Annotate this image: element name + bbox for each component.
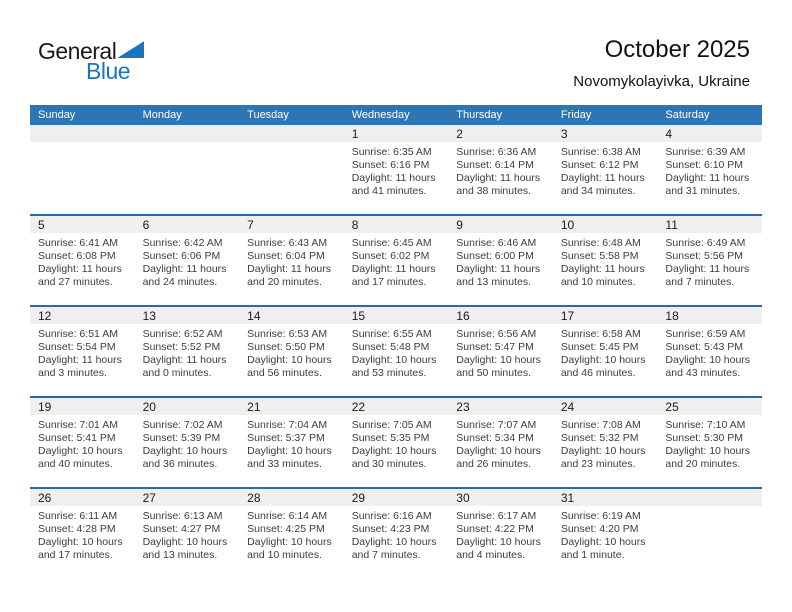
day-number: 18 [657, 307, 762, 324]
day-number: 31 [553, 489, 658, 506]
day-details [553, 142, 658, 214]
sunrise-text: Sunrise: 7:02 AM [142, 419, 223, 431]
sunrise-text: Sunrise: 6:35 AM [351, 146, 432, 158]
sunrise-text: Sunrise: 6:38 AM [560, 146, 641, 158]
day-details [344, 324, 449, 396]
sunrise-text: Sunrise: 6:17 AM [456, 510, 537, 522]
day-details [657, 142, 762, 214]
sunrise-text: Sunrise: 6:13 AM [142, 510, 223, 522]
day-number: 11 [657, 216, 762, 233]
sunset-text: Sunset: 5:58 PM [560, 250, 639, 262]
day-cell [657, 216, 762, 305]
day-details [239, 506, 344, 578]
day-cell [553, 125, 658, 214]
day-number: 14 [239, 307, 344, 324]
day-cell [344, 489, 449, 578]
sunset-text: Sunset: 4:23 PM [351, 523, 430, 535]
sunrise-text: Sunrise: 7:04 AM [247, 419, 328, 431]
day-cell [30, 489, 135, 578]
day-number [239, 125, 344, 142]
day-number [135, 125, 240, 142]
day-number: 12 [30, 307, 135, 324]
weekday-thursday: Thursday [456, 109, 503, 121]
daylight-text: Daylight: 11 hours and 31 minutes. [665, 172, 750, 197]
day-cell [344, 398, 449, 487]
day-number: 28 [239, 489, 344, 506]
day-details [448, 142, 553, 214]
day-details [239, 415, 344, 487]
day-number: 30 [448, 489, 553, 506]
day-cell [657, 307, 762, 396]
day-cell-empty [657, 489, 762, 578]
day-details [657, 415, 762, 487]
daylight-text: Daylight: 10 hours and 33 minutes. [247, 445, 332, 470]
calendar [30, 105, 762, 578]
daylight-text: Daylight: 10 hours and 36 minutes. [142, 445, 228, 470]
sunset-text: Sunset: 6:00 PM [456, 250, 534, 262]
day-details [239, 324, 344, 396]
day-details [239, 233, 344, 305]
day-cell [239, 398, 344, 487]
day-cell [448, 216, 553, 305]
day-details [657, 324, 762, 396]
day-cell [448, 307, 553, 396]
day-cell [135, 307, 240, 396]
sunset-text: Sunset: 5:52 PM [142, 341, 221, 353]
day-details [30, 142, 135, 211]
day-cell [553, 216, 658, 305]
day-details [448, 506, 553, 578]
daylight-text: Daylight: 11 hours and 13 minutes. [456, 263, 541, 288]
day-cell [135, 398, 240, 487]
day-details [30, 506, 135, 578]
day-cell [657, 398, 762, 487]
daylight-text: Daylight: 10 hours and 20 minutes. [665, 445, 751, 470]
sunrise-text: Sunrise: 6:56 AM [456, 328, 537, 340]
sunset-text: Sunset: 5:32 PM [560, 432, 639, 444]
day-number: 2 [448, 125, 553, 142]
sunset-text: Sunset: 5:35 PM [351, 432, 430, 444]
day-number: 7 [239, 216, 344, 233]
daylight-text: Daylight: 10 hours and 1 minute. [560, 536, 646, 561]
daylight-text: Daylight: 10 hours and 10 minutes. [247, 536, 332, 561]
daylight-text: Daylight: 11 hours and 27 minutes. [38, 263, 122, 288]
sunrise-text: Sunrise: 6:52 AM [142, 328, 223, 340]
sunrise-text: Sunrise: 6:43 AM [247, 237, 328, 249]
sunrise-text: Sunrise: 6:58 AM [560, 328, 641, 340]
sunset-text: Sunset: 4:28 PM [38, 523, 116, 535]
daylight-text: Daylight: 10 hours and 7 minutes. [351, 536, 437, 561]
sunset-text: Sunset: 6:08 PM [38, 250, 116, 262]
weekday-saturday: Saturday [665, 109, 710, 121]
day-details [553, 506, 658, 578]
day-number: 4 [657, 125, 762, 142]
logo-text-blue: Blue [86, 58, 131, 84]
daylight-text: Daylight: 10 hours and 46 minutes. [560, 354, 646, 379]
sunrise-text: Sunrise: 7:08 AM [560, 419, 641, 431]
sunset-text: Sunset: 5:54 PM [38, 341, 116, 353]
day-cell [344, 125, 449, 214]
day-details [448, 415, 553, 487]
daylight-text: Daylight: 11 hours and 20 minutes. [247, 263, 331, 288]
weekday-wednesday: Wednesday [351, 109, 410, 121]
day-number: 29 [344, 489, 449, 506]
sunrise-text: Sunrise: 6:51 AM [38, 328, 118, 340]
day-number [657, 489, 762, 506]
week-row [30, 396, 762, 487]
day-cell [553, 398, 658, 487]
page-title: October 2025 [604, 36, 750, 63]
daylight-text: Daylight: 10 hours and 30 minutes. [351, 445, 437, 470]
day-cell [448, 398, 553, 487]
sunrise-text: Sunrise: 6:11 AM [38, 510, 118, 522]
daylight-text: Daylight: 10 hours and 13 minutes. [142, 536, 228, 561]
day-cell [657, 125, 762, 214]
day-number: 23 [448, 398, 553, 415]
sunrise-text: Sunrise: 7:10 AM [665, 419, 746, 431]
sunrise-text: Sunrise: 6:41 AM [38, 237, 118, 249]
day-number: 16 [448, 307, 553, 324]
day-details [448, 324, 553, 396]
day-details [135, 415, 240, 487]
sunset-text: Sunset: 4:22 PM [456, 523, 534, 535]
day-details [30, 233, 135, 305]
day-number: 3 [553, 125, 658, 142]
sunset-text: Sunset: 6:04 PM [247, 250, 325, 262]
daylight-text: Daylight: 10 hours and 4 minutes. [456, 536, 541, 561]
day-cell [448, 489, 553, 578]
day-cell [239, 307, 344, 396]
day-details [135, 506, 240, 578]
week-row [30, 305, 762, 396]
day-details [448, 233, 553, 305]
sunset-text: Sunset: 5:47 PM [456, 341, 534, 353]
day-number: 6 [135, 216, 240, 233]
daylight-text: Daylight: 11 hours and 34 minutes. [560, 172, 645, 197]
daylight-text: Daylight: 10 hours and 26 minutes. [456, 445, 541, 470]
sunset-text: Sunset: 5:41 PM [38, 432, 116, 444]
sunrise-text: Sunrise: 6:59 AM [665, 328, 746, 340]
sunrise-text: Sunrise: 6:16 AM [351, 510, 432, 522]
day-cell [30, 216, 135, 305]
day-cell-empty [30, 125, 135, 214]
logo [38, 38, 144, 85]
day-number: 26 [30, 489, 135, 506]
sunrise-text: Sunrise: 6:48 AM [560, 237, 641, 249]
sunrise-text: Sunrise: 6:46 AM [456, 237, 537, 249]
day-cell [30, 398, 135, 487]
sunset-text: Sunset: 5:37 PM [247, 432, 325, 444]
sunrise-text: Sunrise: 7:07 AM [456, 419, 537, 431]
weekday-header-row [30, 105, 762, 125]
title-block [573, 36, 750, 90]
day-number: 25 [657, 398, 762, 415]
daylight-text: Daylight: 10 hours and 53 minutes. [351, 354, 437, 379]
day-number: 1 [344, 125, 449, 142]
week-row [30, 487, 762, 578]
sunset-text: Sunset: 5:56 PM [665, 250, 744, 262]
sunset-text: Sunset: 5:45 PM [560, 341, 639, 353]
day-details [30, 415, 135, 487]
day-details [657, 506, 762, 575]
sunrise-text: Sunrise: 6:55 AM [351, 328, 432, 340]
sunrise-text: Sunrise: 7:05 AM [351, 419, 432, 431]
day-number: 19 [30, 398, 135, 415]
day-number: 27 [135, 489, 240, 506]
day-number: 17 [553, 307, 658, 324]
day-details [553, 324, 658, 396]
weekday-tuesday: Tuesday [247, 109, 289, 121]
day-number: 9 [448, 216, 553, 233]
sunset-text: Sunset: 4:25 PM [247, 523, 325, 535]
week-row [30, 125, 762, 214]
day-details [344, 142, 449, 214]
sunset-text: Sunset: 5:34 PM [456, 432, 534, 444]
daylight-text: Daylight: 10 hours and 17 minutes. [38, 536, 123, 561]
sunset-text: Sunset: 5:39 PM [142, 432, 221, 444]
sunrise-text: Sunrise: 6:53 AM [247, 328, 328, 340]
day-number: 24 [553, 398, 658, 415]
day-details [239, 142, 344, 211]
day-cell [135, 216, 240, 305]
sunset-text: Sunset: 6:02 PM [351, 250, 430, 262]
daylight-text: Daylight: 11 hours and 24 minutes. [142, 263, 227, 288]
day-cell [344, 307, 449, 396]
daylight-text: Daylight: 11 hours and 41 minutes. [351, 172, 436, 197]
weekday-monday: Monday [142, 109, 182, 121]
sunrise-text: Sunrise: 6:49 AM [665, 237, 746, 249]
sunrise-text: Sunrise: 6:39 AM [665, 146, 746, 158]
sunrise-text: Sunrise: 6:14 AM [247, 510, 328, 522]
day-number: 15 [344, 307, 449, 324]
day-details [344, 233, 449, 305]
day-details [344, 506, 449, 578]
day-cell [553, 307, 658, 396]
logo-triangle-icon [117, 41, 144, 58]
sunset-text: Sunset: 6:16 PM [351, 159, 430, 171]
weekday-friday: Friday [560, 109, 592, 121]
day-cell-empty [239, 125, 344, 214]
day-number: 8 [344, 216, 449, 233]
day-number: 13 [135, 307, 240, 324]
sunrise-text: Sunrise: 6:36 AM [456, 146, 537, 158]
day-details [135, 324, 240, 396]
day-details [135, 233, 240, 305]
sunset-text: Sunset: 6:12 PM [560, 159, 639, 171]
day-number: 20 [135, 398, 240, 415]
daylight-text: Daylight: 10 hours and 40 minutes. [38, 445, 123, 470]
daylight-text: Daylight: 11 hours and 10 minutes. [560, 263, 645, 288]
day-details [553, 415, 658, 487]
daylight-text: Daylight: 10 hours and 50 minutes. [456, 354, 541, 379]
sunrise-text: Sunrise: 7:01 AM [38, 419, 118, 431]
week-row [30, 214, 762, 305]
daylight-text: Daylight: 11 hours and 17 minutes. [351, 263, 436, 288]
sunset-text: Sunset: 4:27 PM [142, 523, 221, 535]
day-details [657, 233, 762, 305]
sunset-text: Sunset: 6:14 PM [456, 159, 534, 171]
day-cell [553, 489, 658, 578]
sunset-text: Sunset: 5:43 PM [665, 341, 744, 353]
day-number: 5 [30, 216, 135, 233]
daylight-text: Daylight: 11 hours and 38 minutes. [456, 172, 541, 197]
sunrise-text: Sunrise: 6:45 AM [351, 237, 432, 249]
day-cell [135, 489, 240, 578]
sunrise-text: Sunrise: 6:19 AM [560, 510, 641, 522]
logo-text-general: General [38, 38, 117, 64]
sunset-text: Sunset: 6:06 PM [142, 250, 221, 262]
sunset-text: Sunset: 4:20 PM [560, 523, 639, 535]
day-cell [30, 307, 135, 396]
daylight-text: Daylight: 10 hours and 56 minutes. [247, 354, 332, 379]
weekday-sunday: Sunday [38, 109, 76, 121]
day-cell [448, 125, 553, 214]
day-number: 22 [344, 398, 449, 415]
day-number: 21 [239, 398, 344, 415]
sunset-text: Sunset: 5:30 PM [665, 432, 744, 444]
day-details [553, 233, 658, 305]
sunset-text: Sunset: 5:50 PM [247, 341, 325, 353]
daylight-text: Daylight: 10 hours and 43 minutes. [665, 354, 751, 379]
daylight-text: Daylight: 10 hours and 23 minutes. [560, 445, 646, 470]
day-details [344, 415, 449, 487]
daylight-text: Daylight: 11 hours and 7 minutes. [665, 263, 750, 288]
day-cell [344, 216, 449, 305]
location-subtitle: Novomykolayivka, Ukraine [573, 73, 750, 90]
day-details [135, 142, 240, 211]
day-number: 10 [553, 216, 658, 233]
day-details [30, 324, 135, 396]
daylight-text: Daylight: 11 hours and 0 minutes. [142, 354, 227, 379]
sunrise-text: Sunrise: 6:42 AM [142, 237, 223, 249]
daylight-text: Daylight: 11 hours and 3 minutes. [38, 354, 122, 379]
sunset-text: Sunset: 5:48 PM [351, 341, 430, 353]
day-cell-empty [135, 125, 240, 214]
day-cell [239, 216, 344, 305]
sunset-text: Sunset: 6:10 PM [665, 159, 744, 171]
day-cell [239, 489, 344, 578]
day-number [30, 125, 135, 142]
